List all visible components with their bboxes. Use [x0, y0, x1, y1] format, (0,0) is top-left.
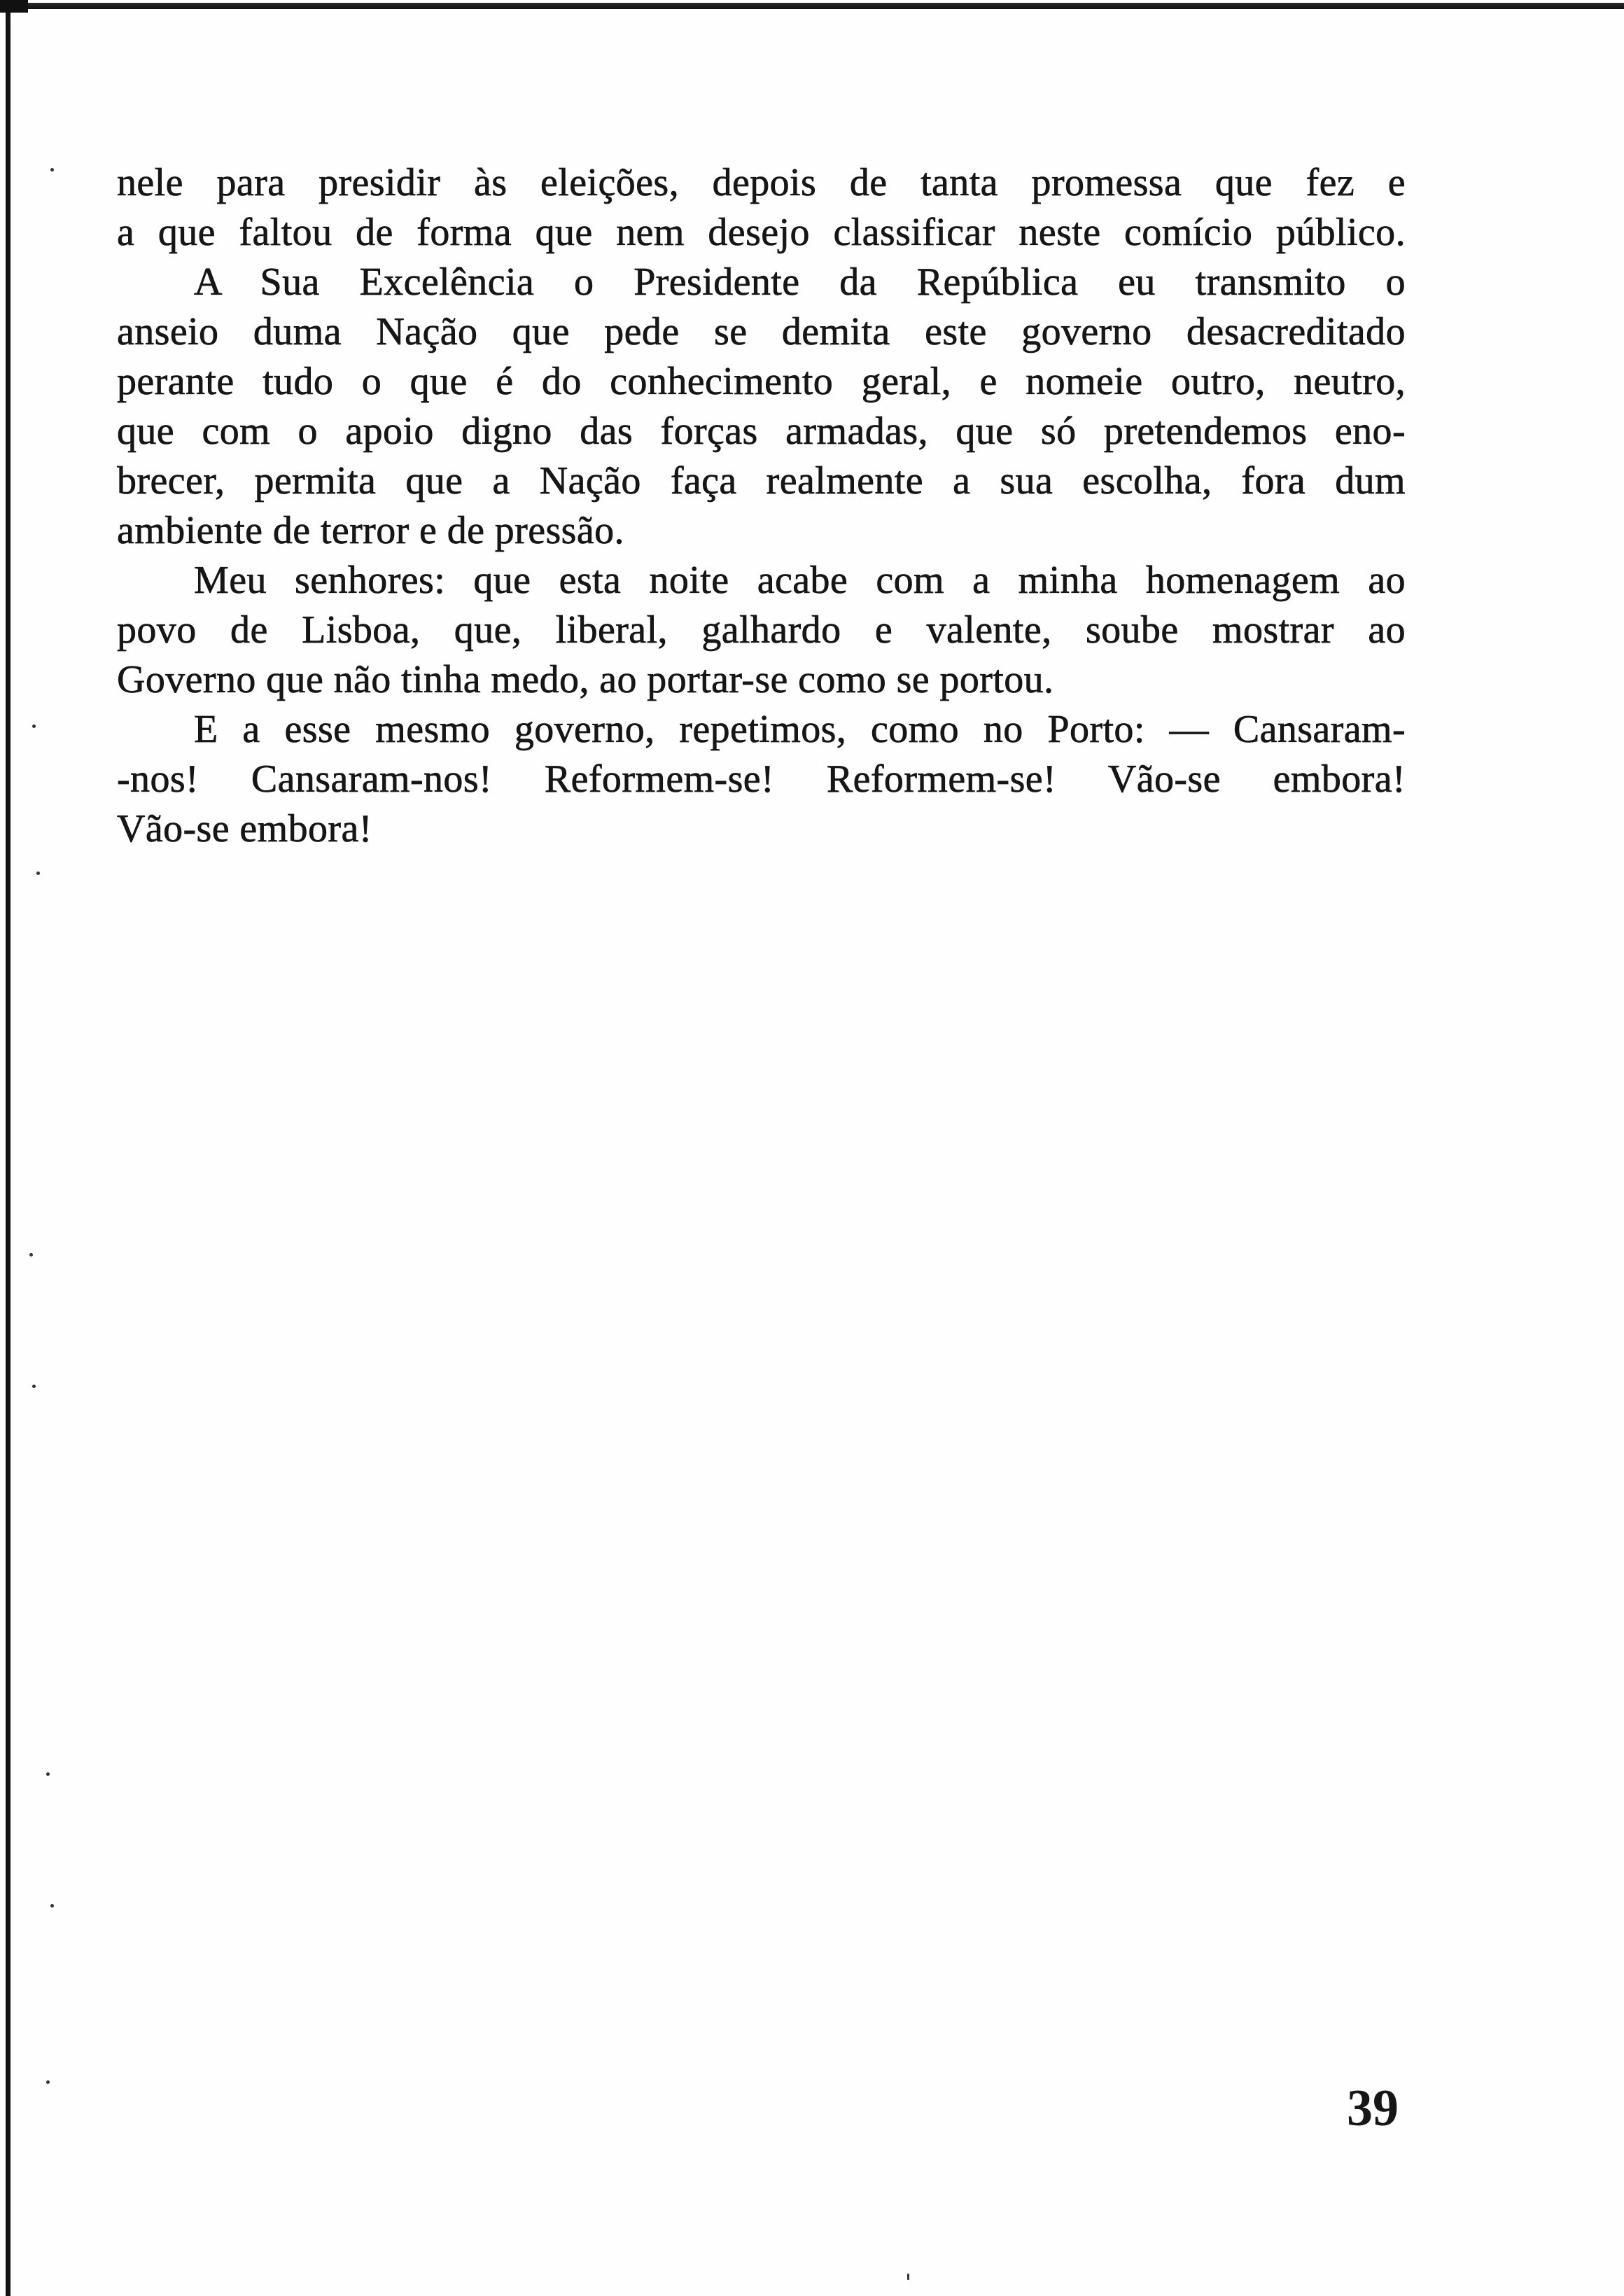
- page-body-text: [117, 158, 1406, 854]
- scan-edge-top: [0, 3, 1624, 9]
- text-line: E a esse mesmo governo, repetimos, como no Porto: — Cansaram-: [194, 708, 1406, 751]
- scan-speck: [50, 168, 54, 172]
- scan-speck: [907, 2274, 909, 2280]
- text-line: Governo que não tinha medo, ao portar-se como se portou.: [117, 658, 1054, 701]
- page-number: 39: [1347, 2080, 1399, 2137]
- scan-speck: [46, 2080, 50, 2084]
- scan-speck: [32, 1385, 36, 1388]
- text-line: brecer, permita que a Nação faça realmente a sua escolha, fora dum: [117, 459, 1406, 503]
- text-line: A Sua Excelência o Presidente da República eu transmito o: [194, 260, 1406, 304]
- text-line: povo de Lisboa, que, liberal, galhardo e valente, soube mostrar ao: [117, 608, 1406, 652]
- scan-edge-left: [6, 0, 10, 2296]
- scan-speck: [50, 1904, 54, 1907]
- scan-speck: [32, 724, 36, 728]
- text-line: ambiente de terror e de pressão.: [117, 509, 624, 552]
- text-line: Vão-se embora!: [117, 807, 372, 850]
- scan-speck: [46, 1772, 50, 1776]
- text-line: que com o apoio digno das forças armadas, que só pretendemos eno-: [117, 410, 1406, 453]
- text-line: nele para presidir às eleições, depois de tanta promessa que fez e: [117, 161, 1406, 204]
- scan-speck: [29, 1253, 33, 1256]
- paragraph: [117, 258, 1406, 556]
- text-line: a que faltou de forma que nem desejo classificar neste comício público.: [117, 211, 1406, 254]
- paragraph: [117, 556, 1406, 705]
- paragraph: [117, 158, 1406, 258]
- text-line: -nos! Cansaram-nos! Reformem-se! Reformem-se! Vão-se embora!: [117, 757, 1406, 801]
- text-line: perante tudo o que é do conhecimento geral, e nomeie outro, neutro,: [117, 360, 1406, 403]
- text-line: anseio duma Nação que pede se demita este governo desacreditado: [117, 310, 1406, 354]
- scan-speck: [36, 872, 40, 875]
- text-line: Meu senhores: que esta noite acabe com a minha homenagem ao: [194, 559, 1406, 602]
- scan-corner: [0, 0, 28, 13]
- paragraph: [117, 705, 1406, 854]
